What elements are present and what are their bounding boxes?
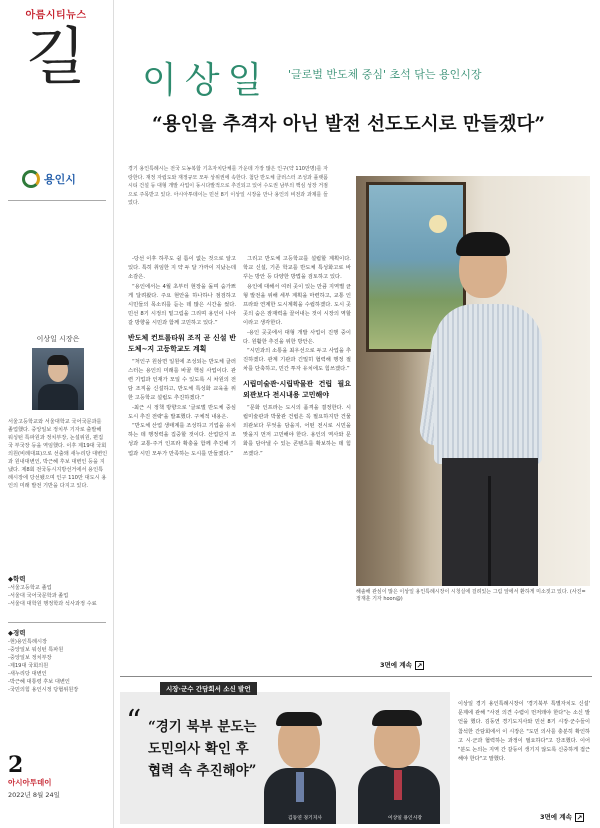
profile-photo [32, 348, 84, 410]
list-item: -새누리당 대변인 [8, 671, 47, 677]
subtitle: '글로벌 반도체 중심' 초석 닦는 용인시장 [288, 68, 482, 81]
list-item: -박근혜 대통령 후보 대변인 [8, 679, 70, 685]
answer: “문화 인프라는 도시의 품격을 결정한다. 시립미술관과 박물관 건립은 꼭 필요하지만 건물 외관보다 무엇을 담을지, 어떤 전시로 시민을 맞을지 먼저 고민해야 한다. 용인의 역사와 문화를 담아낼 수 있는 콘텐츠를 확보하는 데 힘쓰겠다.” [243, 404, 351, 457]
photo-caption: 해솔해 관심이 많은 이상일 용인특례시장이 시청실에 걸려있는 그림 앞에서 환하게 미소짓고 있다. (사진=정재훈 기자 hoon@) [356, 589, 586, 602]
list-item: -서울고등학교 졸업 [8, 585, 52, 591]
answer: “반도체 산업 생태계를 조성하고 기업을 유치하는 데 행정력을 집중할 것이다. 산업단지 조성과 교통·주거 인프라 확충을 함께 추진해 기업과 시민 모두가 만족하는 도시를 만들겠다.” [128, 423, 236, 457]
rail-divider [8, 622, 106, 623]
headline: “용인을 추격자 아닌 발전 선도도시로 만들겠다” [152, 114, 546, 135]
list-item: -국민의힘 용인시정 당협위원장 [8, 687, 79, 693]
subheading: 시립미술관·시립박물관 건립 필요 외관보다 전시내용 고민해야 [243, 379, 351, 399]
person-caption: 이상일 용인시장 [388, 816, 422, 821]
answer: 그리고 반도체 고등학교를 설립할 계획이다. 학교 신설, 기존 학교를 반도체 특성화고로 바꾸는 방안 등 다양한 방법을 검토하고 있다. [243, 256, 351, 281]
question: -당선 이후 하루도 쉴 틈이 없는 것으로 알고 있다. 특히 취임한 지 약 두 달 가까이 지났는데 소감은. [128, 256, 236, 281]
continued-link[interactable] [380, 660, 424, 670]
article-column-2 [243, 255, 351, 459]
list-item: -중앙일보 워싱턴 특파원 [8, 647, 64, 653]
question: -최근 시 정책 방향으로 '글로벌 반도체 중심도시 추진 전략'을 발표했다. 구체적 내용은. [128, 404, 236, 420]
answer: “시민과의 소통을 최우선으로 두고 사업을 추진하겠다. 관계 기관과 긴밀히 협력해 행정 절차를 단축하고, 민간 투자 유치에도 힘쓰겠다.” [243, 348, 351, 373]
quote-line: 도민의사 확인 후 [148, 741, 249, 757]
box-label: 시장·군수 간담회서 소신 발언 [160, 682, 257, 695]
profile-name: 이상일 시장은 [36, 335, 80, 343]
career-title: ◆경력 [8, 629, 26, 637]
city-emblem-icon [22, 170, 40, 188]
continued-link[interactable] [540, 812, 584, 822]
profile-bio: 서울고등학교와 서울대학교 국어국문과를 졸업했다. 중앙일보 정치부 기자로 출발해 워싱턴 특파원과 정치부장, 논설위원, 편집국 부국장 등을 역임했다. 이후 제19대 국회의원(비례대표)으로 선출돼 새누리당 대변인과 원내대변인, 박근혜 후보 대변인 등을 지냈다. 제8회 전국동시지방선거에서 용인특례시장에 당선됐으며 인구 110만 대도시 용인의 미래 발전 기반을 다지고 있다. [8, 419, 108, 489]
continued-label: 3면에 계속 [380, 661, 412, 669]
continued-label: 3면에 계속 [540, 813, 572, 821]
interviewee-name: 이상일 [142, 60, 271, 101]
page-number: 2 [8, 752, 24, 778]
person-caption: 김동연 경기지사 [288, 816, 322, 821]
question: -용인 곳곳에서 대형 개발 사업이 진행 중이다. 원활한 추진을 위한 방안은. [243, 329, 351, 345]
list-item: -중앙일보 정치부장 [8, 655, 52, 661]
arrow-icon: ↗ [576, 813, 583, 822]
quote-mark-icon: “ [126, 704, 142, 739]
education-title: ◆학력 [8, 575, 26, 583]
issue-date: 2022년 8월 24일 [8, 791, 60, 799]
section-divider [120, 676, 592, 677]
arrow-icon: ↗ [416, 661, 423, 670]
city-name: 용인시 [44, 173, 76, 186]
answer: “처인구 원삼면 일원에 조성되는 반도체 클러스터는 용인의 미래를 바꿀 핵심 사업이다. 관련 기업과 인재가 모일 수 있도록 시 차원의 전담 조직을 신설하고, 반도체 특성화 교육을 위한 고등학교 설립도 추진하겠다.” [128, 358, 236, 402]
rail-divider [8, 200, 106, 201]
governor-photo [258, 702, 340, 824]
subheading: 반도체 컨트롤타워 조직 곧 신설 반도체~지 고등학교도 계획 [128, 333, 236, 353]
masthead-character: 길 [26, 20, 86, 93]
quote-line: 협력 속 추진해야” [148, 763, 257, 779]
list-item: -제19대 국회의원 [8, 663, 49, 669]
answer: 용인에 대해서 여러 곳이 있는 만큼 지역별 균형 발전을 위해 세부 계획을 마련하고, 교통 인프라와 연계한 도시계획을 수립하겠다. 도시 곳곳의 숨은 잠재력을 끌어내는 것이 시장의 역할이라고 생각한다. [243, 283, 351, 327]
answer: “용인에서는 4월 초부터 현장을 돌며 숨가쁘게 달려왔다. 주요 현안을 하나하나 점검하고 시민들의 목소리를 듣는 데 많은 시간을 썼다. 민선 8기 시정의 밑그림을 그리며 용인이 나아갈 방향을 시민과 함께 고민하고 있다.” [128, 283, 236, 327]
box-quote [148, 716, 256, 782]
column-divider [113, 0, 114, 828]
left-rail [0, 0, 112, 828]
newspaper-name: 아시아투데이 [8, 778, 52, 787]
list-item: -서울대 국어국문학과 졸업 [8, 593, 69, 599]
article-column-1 [128, 255, 236, 459]
mayor-photo [350, 702, 446, 824]
list-item: -서울대 대학원 행정학과 석사과정 수료 [8, 601, 97, 607]
career-list [8, 638, 108, 694]
lead-paragraph: 경기 용인특례시는 전국 도농복합 기초자치단체를 가운데 가장 많은 인구(약 110만명)를 자랑한다. 재정 자립도와 재정규모 모두 상위권에 속한다. 첨단 반도체 클러스터 조성과 플랫폼시티 건설 등 대형 개발 사업이 동시다발적으로 추진되고 있어 수도권 남부의 핵심 성장 거점으로 주목받고 있다. 아시아투데이는 민선 8기 이상일 시장을 만나 용인의 비전과 과제를 들었다. [128, 166, 328, 207]
main-photo [356, 176, 590, 586]
quote-line: “경기 북부 분도는 [148, 719, 257, 735]
box-article: 이상일 경기 용인특례시장이 '경기북부 특별자치도 신설' 문제에 관해 "사전 의견 수렴이 먼저돼야 한다"는 소신 발언을 했다. 김동연 경기도지사와 민선 8기 시장·군수들이 참석한 간담회에서 이 시장은 "도민 의사를 충분히 확인하고 시·군과 협력하는 과정이 필요하다"고 강조했다. 이어 "분도 논의는 지역 간 갈등이 생기지 않도록 신중하게 접근해야 한다"고 말했다. [458, 701, 590, 763]
education-list [8, 584, 108, 608]
brand-name: 아름시티뉴스 [25, 10, 87, 21]
list-item: -현)용인특례시장 [8, 639, 47, 645]
